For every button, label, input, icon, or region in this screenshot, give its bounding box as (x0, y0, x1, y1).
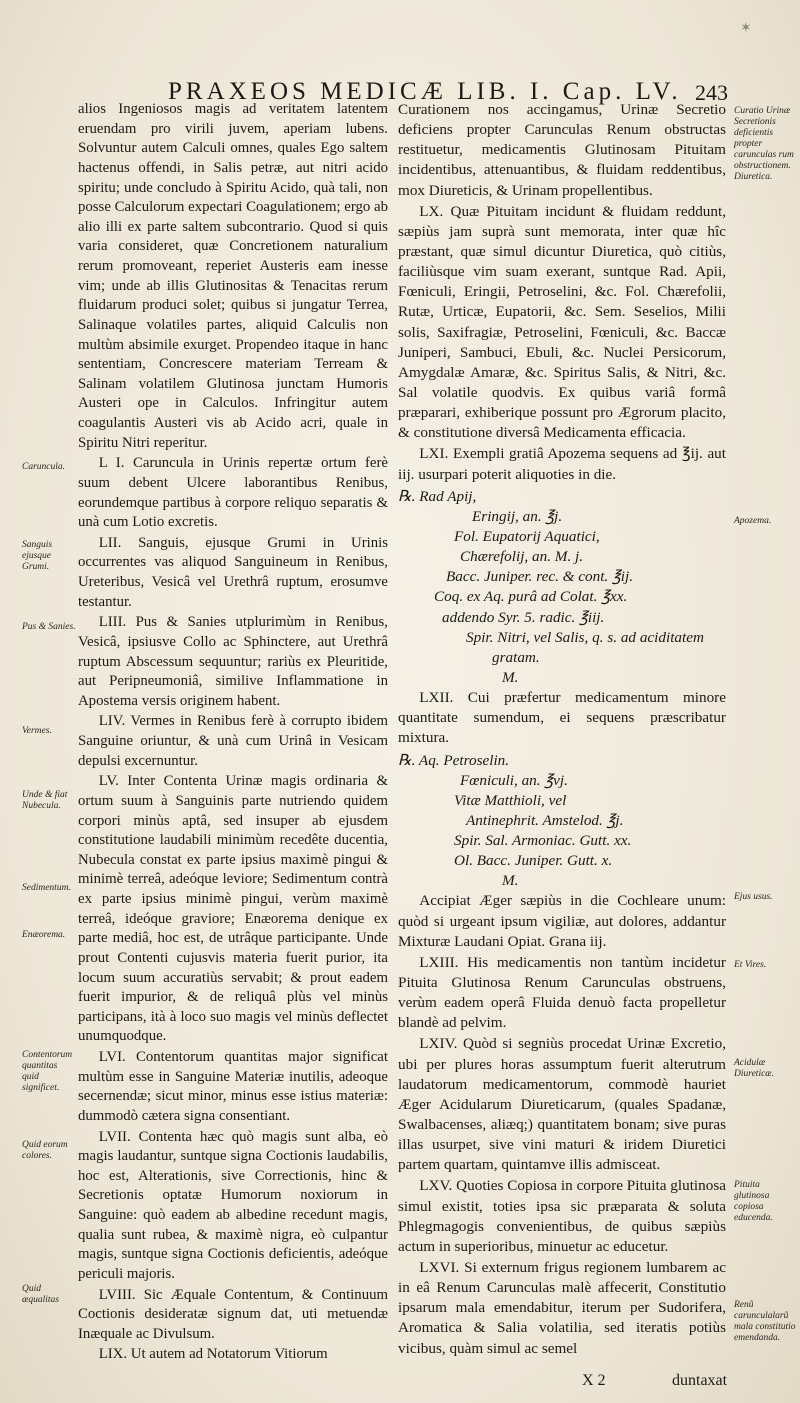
left-text-column (78, 100, 388, 1366)
prescription-line: Antinephrit. Amstelod. ℥j. (466, 811, 624, 829)
prescription-line: Spir. Nitri, vel Salis, q. s. ad aciditatem (466, 628, 704, 646)
numbered-paragraph: LXVI. Si externum frigus regionem lumbarem ac in eâ Renum Carunculas malè affecerit, Constitutio ipsarum mala emendabitur, iterum per Sudorifera, Aromatica & Salia volatilia, sed iteratis potiùs vicibus, quàm simul ac semel (398, 1259, 726, 1357)
margin-note-renum: Renũ carunculalarũ mala constitutio emendanda. (734, 1300, 796, 1343)
margin-note-apozema: Apozema. (734, 516, 772, 526)
prescription-line: Spir. Sal. Armoniac. Gutt. xx. (454, 832, 632, 850)
numbered-paragraph: L I. Caruncula in Urinis repertæ ortum ferè suum debent Ulcere laborantibus Renibus, eorundemque partibus à corpore reliquo separatis & unà cum Lotio excretis. (78, 455, 388, 531)
prescription-line: ℞. Rad Apij, (398, 487, 477, 505)
numbered-paragraph: LIX. Ut autem ad Notatorum Vitiorum (98, 1346, 328, 1363)
continued-paragraph: alios Ingeniosos magis ad veritatem latentem eruendam pro virili juvem, aperiam lubens. Solvuntur autem Calculi omnes, quales Ego saltem hactenus offendi, in Salis petræ, aut nitri acido spiritu; unde concludo à Spiritu Acido, quà tali, non posse Calculorum expectari Coagulationem; ergo ab alio illi ex parte saltem subcontrario. Quod si quis varia consideret, quæ Concretionem naturalium rerum promoveant, reperiet Austeris eam inesse vim; unde ab illis Glutinositas & Tenacitas rerum fluidarum produci solet; quibus si jungatur Terrea, Salinaque volatiles partes, aliquid Calculis non multùm absimile exurget. Propendeo itaque in hanc sententiam, Concrescere materiam Terream & Salinam volatilem Glutinosa junctam Humoris Austeri ope in Calculos. Infringitur autem coagulantis Austeri vis ab Acido acri, quale in Spiritu Nitri reperitur. (78, 101, 388, 451)
page-number: 243 (695, 80, 728, 105)
margin-note-pus: Pus & Sanies. (22, 622, 76, 632)
margin-note-pituita: Pituita glutinosa copiosa educenda. (734, 1180, 773, 1223)
numbered-paragraph: LX. Quæ Pituitam incidunt & fluidam reddunt, sæpiùs jam suprà sunt memorata, inter quæ hîc præstant, quæ simul dicuntur Diuretica, quò citiùs, faciliùsque vim suam exerant, suntque Rad. Apii, Fœniculi, Eringii, Petroselini, &c. Fol. Chærefolii, Rutæ, Urticæ, Eupatorii, &c. Sem. Seselios, Milii solis, Saxifragiæ, Petroselini, Fœniculi, &c. Baccæ Juniperi, Sambuci, Ebuli, &c. Nuclei Persicorum, Amygdalæ Amaræ, &c. Spiritus Salis, & Nitri, &c. Sal volatile quodvis. Ex quibus variâ formâ præparari, exhiberique possunt pro Ægrorum placito, & constitutione diversâ Medicamenta efficacia. (398, 202, 726, 442)
margin-note-acidulae: Acidulæ Diureticæ. (734, 1058, 775, 1079)
ink-blot-icon: ✶ (740, 21, 752, 36)
numbered-paragraph: LIII. Pus & Sanies utplurimùm in Renibus, Vesicâ, ipsiusve Collo ac Sphinctere, aut Urethrâ ruptum Abscessum sequuntur; rariùs ex Pleuritide, aut Peripneumoniâ, similive Inflammatione in Apostema versis originem habent. (78, 614, 388, 709)
prescription-line: Fœniculi, an. ℥vj. (460, 771, 568, 789)
numbered-paragraph: Accipiat Æger sæpiùs in die Cochleare unum: quòd si urgeant ipsum vigiliæ, aut dolores, addantur Mixturæ Laudani Opiat. Grana iij. (398, 892, 726, 950)
numbered-paragraph: LII. Sanguis, ejusque Grumi in Urinis occurrentes vas aliquod Sanguineum in Renibus, Ureteribus, Vesicâ vel Urethrâ ruptum, erosumve testantur. (78, 534, 388, 610)
margin-note-sedimentum: Sedimentum. (22, 883, 71, 893)
numbered-paragraph: LXIV. Quòd si segniùs procedat Urinæ Excretio, ubi per plures horas assumptum fuerit alterutrum laudatorum medicamentorum, commodè hauriet Æger Acidularum Diureticarum, (quales Spadanæ, Swalbacenses, aliæq;) quantitatem bonam; sive puras illas usurpet, sive vini maturi & iridem Diuretici partem quartam, quintamve illis admisceat. (398, 1035, 726, 1174)
catchword: duntaxat (672, 1372, 728, 1389)
prescription-line: Ol. Bacc. Juniper. Gutt. x. (454, 852, 613, 870)
margin-note-ejusus: Ejus usus. (734, 892, 773, 902)
margin-note-curatio: Curatio Urinæ Secretionis deficientis propter carunculas rum obstructionem. Diuretica. (734, 106, 794, 182)
prescription-line: Fol. Eupatorij Aquatici, (454, 527, 600, 545)
numbered-paragraph: LV. Inter Contenta Urinæ magis ordinaria & ortum suum à Sanguinis parte nutriendo quidem corpori minùs aptâ, sed insuper ab ejusdem constitutione laudabili minimùm recedête ducentia, Nubecula constat ex parte ipsius maximè pingui & minimè terreâ, adeóque leviore; Sedimentum contrà ex parte ipsius minimè pingui, verùm maximè terreâ, ideóque graviore; Enæorema denique ex parte mediâ, hoc est, de utrâque participante. Unde prout Contenti cujusvis materia fuerit purior, ita locum suum accuratiùs servabit; & prout eadem fuerit impurior, & de reliquâ plùs vel minùs participans, ità à loco suo magis vel minùs deflectet unumquodque. (78, 773, 388, 1045)
prescription-line: Bacc. Juniper. rec. & cont. ℥ij. (446, 568, 634, 586)
numbered-paragraph: LVII. Contenta hæc quò magis sunt alba, eò magis laudantur, suntque signa Coctionis laudabilis, hoc est, Alterationis, sive Correctionis, hinc & Secretionis optatæ Humorum noxiorum in Sanguine: quò eadem ab albedine recedunt magis, qualia sunt rubea, & maximè nigra, eò culpantur magis, suntque signa Coctionis deficientis, adeóque periculi majoris. (78, 1128, 388, 1282)
margin-note-contentorum: Contentorum quantitas quid significet. (22, 1050, 73, 1093)
margin-note-enaeorema: Enæorema. (22, 930, 66, 940)
margin-note-vermes: Vermes. (22, 726, 52, 736)
prescription-line: Eringij, an. ℥j. (472, 507, 563, 525)
right-text-column (398, 100, 726, 1360)
prescription-line: Vitæ Matthioli, vel (454, 791, 567, 809)
signature-mark: X 2 (582, 1372, 606, 1389)
prescription-line: addendo Syr. 5. radic. ℥iij. (442, 608, 605, 626)
margin-note-quid-eorum: Quid eorum colores. (22, 1140, 68, 1161)
running-title: PRAXEOS MEDICÆ LIB. I. Cap. LV. (168, 78, 682, 105)
numbered-paragraph: LXI. Exempli gratiâ Apozema sequens ad ℥ij. aut iij. usurpari poterit aliquoties in die. (398, 445, 726, 483)
continued-paragraph: Curationem nos accingamus, Urinæ Secretio deficiens propter Carunculas Renum obstructas restituetur, medicamentis Glutinosam Pituitam incidentibus, attenuantibus, & fluidam reddentibus, mox Diureticis, & Urinam propellentibus. (398, 101, 726, 199)
prescription-line: Chærefolij, an. M. j. (460, 548, 584, 566)
numbered-paragraph: LXIII. His medicamentis non tantùm incidetur Pituita Glutinosa Renum Carunculas obstruens, verùm eadem operâ Fluida denuò facta propelletur blandè ad pelvim. (398, 953, 726, 1032)
numbered-paragraph: LVIII. Sic Æquale Contentum, & Continuum Coctionis desideratæ signum dat, uti metuendæ Inæquale ac Divulsum. (78, 1286, 388, 1342)
numbered-paragraph: LVI. Contentorum quantitas major significat multùm esse in Sanguine Materiæ inutilis, adeoque secernendæ; sicut minor, minus esse istius materiæ: dummodò cætera signa consentiant. (78, 1049, 388, 1124)
prescription-line: M. (502, 668, 519, 686)
prescription-line: Coq. ex Aq. purâ ad Colat. ℥xx. (434, 588, 628, 606)
prescription-line: ℞. Aq. Petroselin. (398, 751, 510, 769)
margin-note-sanguis: Sanguis ejusque Grumi. (22, 540, 53, 572)
prescription-block (398, 751, 726, 892)
margin-note-quid-aequalitas: Quid æqualitas (22, 1284, 59, 1305)
numbered-paragraph: LXII. Cui præfertur medicamentum minore quantitate sumendum, ei sequens præscribatur mixtura. (398, 689, 726, 747)
prescription-line: M. (502, 872, 519, 890)
prescription-block (398, 487, 726, 688)
prescription-line: gratam. (492, 648, 540, 666)
margin-note-caruncula: Caruncula. (22, 462, 66, 472)
numbered-paragraph: LIV. Vermes in Renibus ferè à corrupto ibidem Sanguine oriuntur, & unà cum Urinâ in Vesicam depulsi excernuntur. (78, 713, 388, 769)
margin-note-etvires: Et Vires. (734, 960, 767, 970)
numbered-paragraph: LXV. Quoties Copiosa in corpore Pituita glutinosa simul existit, toties ipsa sic præparata & soluta Phlegmagogis convenientibus, de quibus sæpiùs actum in superioribus, minuetur ac educetur. (398, 1177, 726, 1255)
margin-note-unde: Unde & fiat Nubecula. (22, 790, 68, 811)
